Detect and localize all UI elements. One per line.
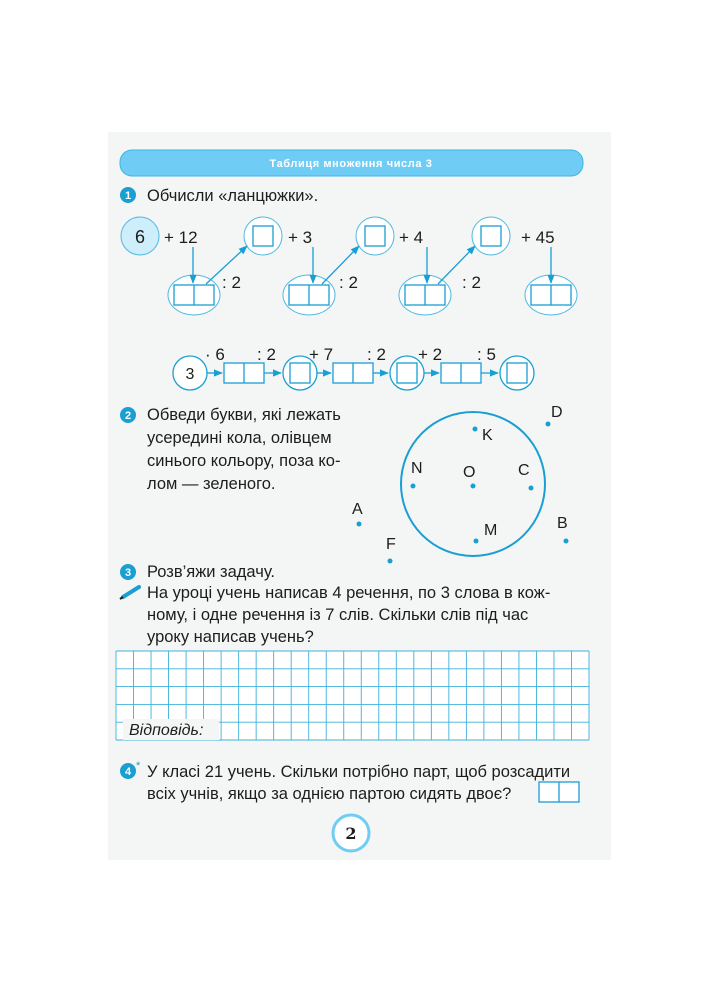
letter-label[interactable]: A: [352, 501, 363, 518]
chain1-op-top: + 45: [521, 228, 555, 247]
task3-line: ному, і одне речення із 7 слів. Скільки слів під час: [147, 606, 529, 624]
chain1-op-top: + 4: [399, 228, 424, 247]
chain2-op: + 2: [418, 345, 443, 364]
task1-text: Обчисли «ланцюжки».: [147, 187, 319, 205]
page-title: Таблиця множення числа 3: [269, 158, 433, 170]
answer-box[interactable]: [365, 226, 385, 246]
chain2-op: · 6: [205, 345, 225, 364]
task2-letters: [352, 404, 569, 564]
letter-label[interactable]: K: [482, 427, 493, 444]
task1-number: 1: [124, 190, 132, 202]
task2-line: Обведи букви, які лежать: [147, 406, 341, 424]
letter-label[interactable]: B: [557, 515, 568, 532]
answer-box[interactable]: [481, 226, 501, 246]
chain1-op-bottom: : 2: [222, 273, 241, 292]
task3-number: 3: [124, 567, 132, 579]
letter-label[interactable]: C: [518, 462, 530, 479]
letter-label[interactable]: D: [551, 404, 563, 421]
letter-label[interactable]: N: [411, 460, 423, 477]
task1-number-badge: [120, 187, 136, 203]
task2-line: лом — зеленого.: [147, 475, 276, 493]
chain1: [121, 217, 577, 315]
chain2-op: : 2: [257, 345, 276, 364]
task3-line: уроку написав учень?: [147, 628, 314, 646]
chain1-op-top: + 3: [288, 228, 313, 247]
page-number-badge: [333, 815, 369, 851]
chain2-op: : 2: [367, 345, 386, 364]
task2-line: усередині кола, олівцем: [147, 429, 332, 447]
header-bar: [120, 150, 583, 176]
task3-line: На уроці учень написав 4 речення, по 3 слова в кож-: [147, 584, 551, 602]
answer-box[interactable]: [290, 363, 310, 383]
chain1-op-bottom: : 2: [462, 273, 481, 292]
answer-box[interactable]: [397, 363, 417, 383]
chain2-op: + 7: [309, 345, 334, 364]
pencil-icon: [120, 587, 139, 599]
chain1-start-value: 6: [134, 227, 146, 247]
task2-number: 2: [124, 410, 132, 422]
task4-line: всіх учнів, якщо за однією партою сидять двоє?: [147, 785, 512, 803]
task4-number-badge: [120, 760, 141, 779]
task3-title: Розв’яжи задачу.: [147, 563, 276, 581]
chain2-op: : 5: [477, 345, 496, 364]
letter-label[interactable]: M: [484, 522, 498, 539]
task4-line: У класі 21 учень. Скільки потрібно парт, щоб розсадити: [147, 763, 571, 781]
answer-box[interactable]: [507, 363, 527, 383]
letter-label[interactable]: F: [386, 536, 396, 553]
page-number: 2: [345, 824, 357, 843]
task3-number-badge: [120, 564, 136, 580]
task4-star: *: [136, 760, 141, 772]
task4-number: 4: [124, 766, 132, 778]
chain1-op-top: + 12: [164, 228, 198, 247]
chain2-start-value: 3: [185, 366, 195, 383]
answer-label: Відповідь:: [129, 722, 204, 739]
task2-line: синього кольору, поза ко-: [147, 452, 341, 470]
chain2: [173, 345, 534, 390]
answer-box[interactable]: [253, 226, 273, 246]
letter-label[interactable]: O: [463, 464, 476, 481]
task2-number-badge: [120, 407, 136, 423]
chain1-op-bottom: : 2: [339, 273, 358, 292]
